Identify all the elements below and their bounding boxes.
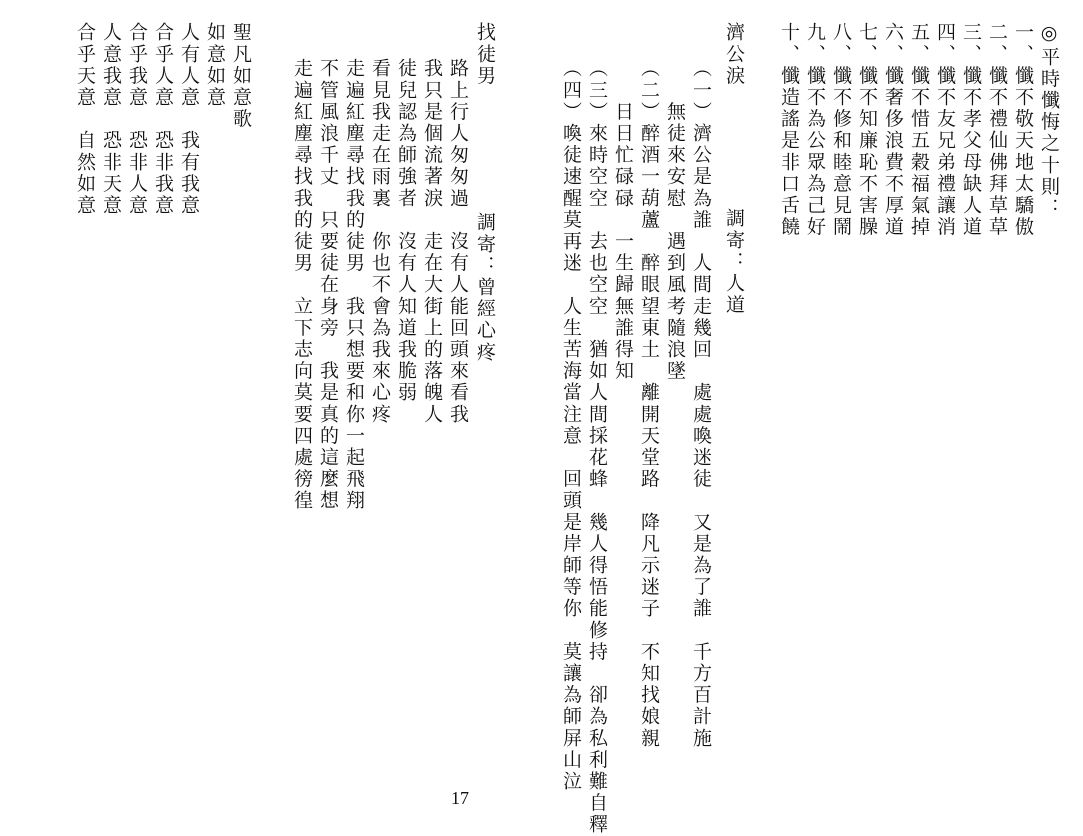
text-column: 九、懺不為公眾為己好 xyxy=(804,22,826,238)
lyric-column: 人意我意 恐非天意 xyxy=(100,22,122,217)
text-column: 二、懺不禮仙佛拜草草 xyxy=(986,22,1008,238)
song-title: 找徒男 xyxy=(474,22,496,87)
text-column: ◎平時懺悔之十則： xyxy=(1038,22,1060,220)
lyric-column: 走遍紅塵尋找我的徒男 立下志向莫要四處徬徨 xyxy=(291,58,313,512)
text-column: 五、懺不惜五穀福氣掉 xyxy=(908,22,930,238)
text-column: 四、懺不友兄弟禮讓消 xyxy=(934,22,956,238)
verse-column: （二）醉酒一葫蘆 醉眼望東土 離開天堂路 降凡示迷子 不知找娘親 xyxy=(638,58,660,750)
song-tune: 調寄：人道 xyxy=(723,208,745,316)
song-tune: 調寄：曾經心疼 xyxy=(474,212,496,364)
verse-column: 無徒來安慰 遇到風考隨浪墜 xyxy=(664,58,686,382)
lyric-column: 走遍紅塵尋找我的徒男 我只想要和你一起飛翔 xyxy=(343,58,365,512)
verse-column: 日日忙碌碌 一生歸無誰得知 xyxy=(612,58,634,382)
text-column: 一、懺不敬天地太驕傲 xyxy=(1012,22,1034,238)
text-column: 六、懺奢侈浪費不厚道 xyxy=(882,22,904,238)
lyric-column: 我只是個流著淚 走在大街上的落魄人 xyxy=(421,58,443,426)
lyric-column: 不管風浪千丈 只要徒在身旁 我是真的這麼想 xyxy=(317,58,339,512)
text-column: 十、懺造謠是非口舌饒 xyxy=(778,22,800,238)
text-column: 三、懺不孝父母缺人道 xyxy=(960,22,982,238)
lyric-column: 人有人意 我有我意 xyxy=(178,22,200,217)
lyric-column: 路上行人匆匆過 沒有人能回頭來看我 xyxy=(447,58,469,426)
lyric-column: 徒兒認為師強者 沒有人知道我脆弱 xyxy=(395,58,417,404)
verse-column: （三）來時空空 去也空空 猶如人間採花蜂 幾人得悟能修持 卻為私利難自釋 xyxy=(586,58,608,836)
page-number: 17 xyxy=(451,788,469,808)
lyric-column: 看見我走在雨裏 你也不會為我來心疼 xyxy=(369,58,391,426)
lyric-column: 合乎人意 恐非我意 xyxy=(152,22,174,217)
text-column: 八、懺不修和睦意見鬧 xyxy=(830,22,852,238)
text-column: 七、懺不知廉恥不害臊 xyxy=(856,22,878,238)
lyric-column: 合乎我意 恐非人意 xyxy=(126,22,148,217)
song-title: 濟公淚 xyxy=(723,22,745,87)
lyric-column: 合乎天意 自然如意 xyxy=(74,22,96,217)
verse-column: （一）濟公是為誰 人間走幾回 處處喚迷徒 又是為了誰 千方百計施 xyxy=(690,58,712,750)
lyric-column: 如意如意 xyxy=(204,22,226,109)
verse-column: （四）喚徒速醒莫再迷 人生苦海當注意 回頭是岸師等你 莫讓為師屏山泣 xyxy=(560,58,582,793)
song-title: 聖凡如意歌 xyxy=(230,22,252,130)
